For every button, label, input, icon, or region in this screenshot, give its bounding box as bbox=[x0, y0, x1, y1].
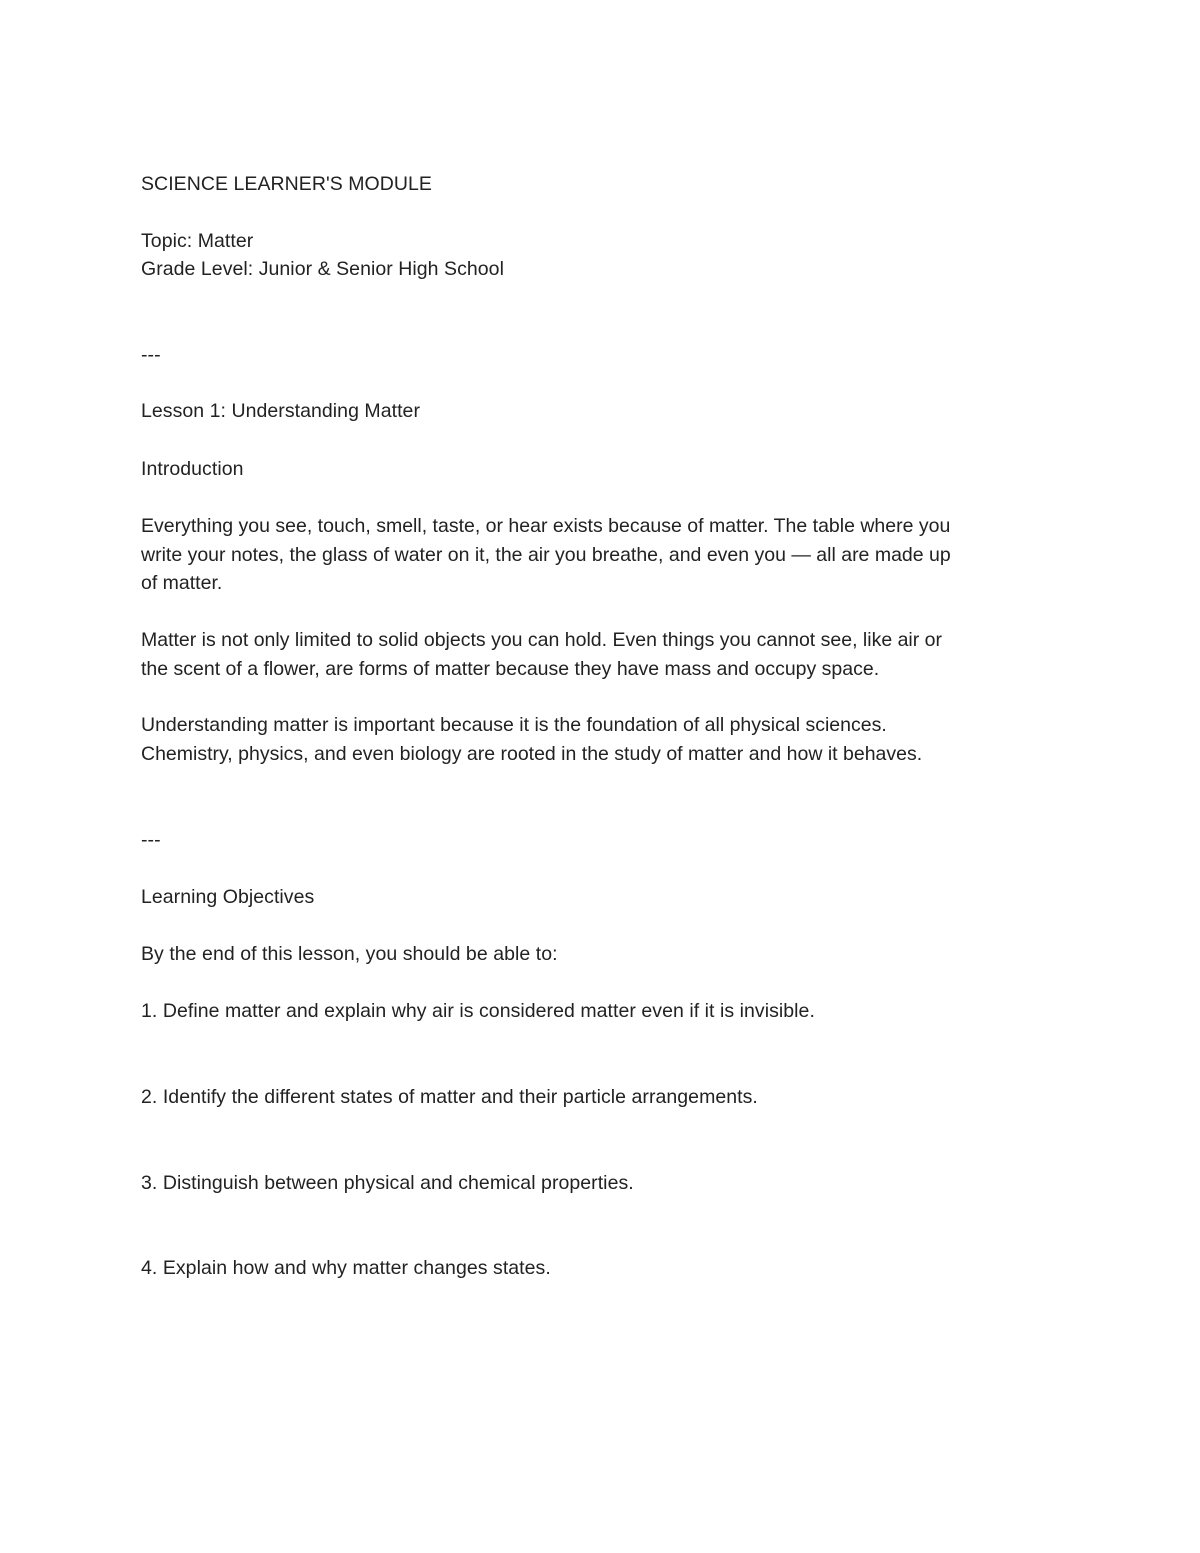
intro-paragraph-3 bbox=[141, 711, 1061, 768]
objective-item: 2. Identify the different states of matter and their particle arrangements. bbox=[141, 1086, 758, 1108]
objective-item: 3. Distinguish between physical and chemical properties. bbox=[141, 1172, 634, 1194]
topic-line: Topic: Matter bbox=[141, 230, 254, 252]
grade-level-line: Grade Level: Junior & Senior High School bbox=[141, 258, 504, 280]
intro-paragraph-2 bbox=[141, 626, 1061, 683]
separator: --- bbox=[141, 344, 161, 366]
intro-paragraph-1 bbox=[141, 512, 1061, 598]
module-title: SCIENCE LEARNER'S MODULE bbox=[141, 173, 432, 195]
objective-item: 4. Explain how and why matter changes states. bbox=[141, 1257, 551, 1279]
paragraph-line: Matter is not only limited to solid objects you can hold. Even things you cannot see, like air or bbox=[141, 629, 943, 651]
objectives-intro: By the end of this lesson, you should be able to: bbox=[141, 943, 558, 965]
paragraph-line: Chemistry, physics, and even biology are rooted in the study of matter and how it behaves. bbox=[141, 742, 923, 765]
paragraph-line: Understanding matter is important because it is the foundation of all physical sciences. bbox=[141, 714, 887, 736]
paragraph-line: of matter. bbox=[141, 572, 223, 594]
introduction-heading: Introduction bbox=[141, 458, 244, 480]
lesson-title: Lesson 1: Understanding Matter bbox=[141, 400, 420, 422]
paragraph-line: write your notes, the glass of water on it, the air you breathe, and even you — all are made up bbox=[141, 543, 951, 566]
paragraph-line: the scent of a flower, are forms of matter because they have mass and occupy space. bbox=[141, 657, 880, 680]
separator: --- bbox=[141, 829, 161, 851]
objective-item: 1. Define matter and explain why air is considered matter even if it is invisible. bbox=[141, 1000, 815, 1022]
paragraph-line: Everything you see, touch, smell, taste, or hear exists because of matter. The table where you bbox=[141, 515, 951, 537]
learning-objectives-heading: Learning Objectives bbox=[141, 886, 315, 908]
